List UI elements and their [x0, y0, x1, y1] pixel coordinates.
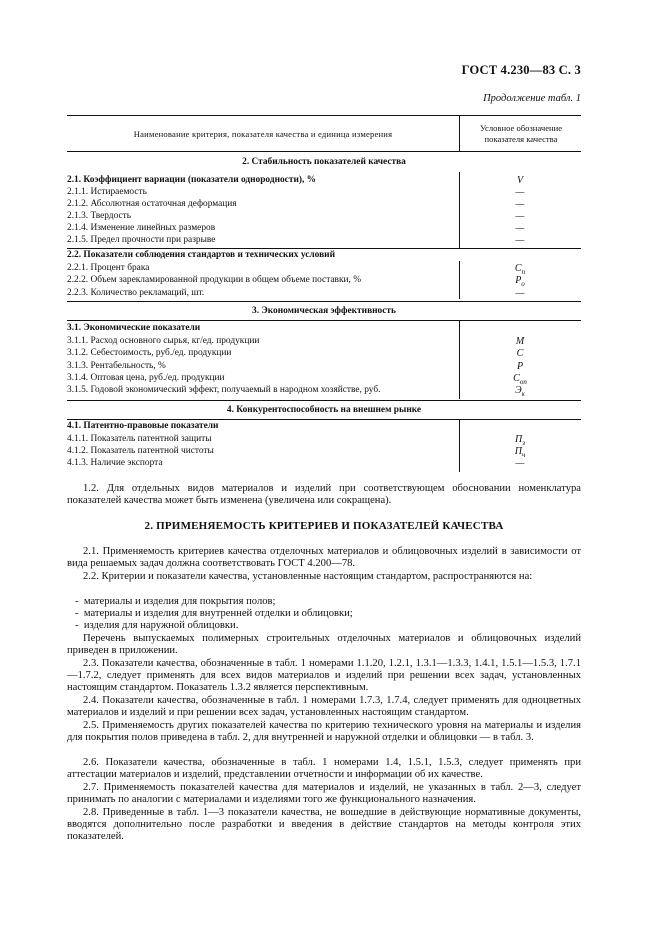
symbol-letter: C [513, 373, 520, 384]
symbol-letter: П [515, 434, 523, 445]
symbol-subscript: к [521, 390, 525, 398]
table-row: 2.1.3. Твердость [67, 211, 132, 221]
paragraph-appendix: Перечень выпускаемых полимерных строительных отделочных материалов и облицовочных изделий приведен в приложении. [67, 633, 581, 657]
symbol-subscript: з [522, 439, 525, 447]
list-item: - изделия для наружной облицовки. [75, 620, 239, 631]
list-item-text: материалы и изделия для внутренней отделки и облицовки; [83, 608, 353, 619]
column-header-symbol [459, 116, 582, 151]
section-title: 3. Экономическая эффективность [252, 306, 396, 316]
section-title: 2. Стабильность показателей качества [242, 157, 406, 167]
symbol-cell [459, 385, 581, 398]
symbol-letter: C [514, 263, 522, 274]
symbol-subscript: ч [521, 451, 526, 459]
symbol-cell: — [515, 235, 525, 246]
section-title: 4. Конкурентоспособность на внешнем рынке [226, 405, 422, 415]
list-item-text: изделия для наружной облицовки. [83, 620, 239, 631]
symbol-cell: — [515, 211, 525, 222]
paragraph-1-2: 1.2. Для отдельных видов материалов и изделий при соответствующем обосновании номенклатура показателей качества может быть изменена (увеличена или сокращена). [67, 483, 581, 507]
symbol-letter: P [515, 275, 522, 286]
row-divider [67, 248, 581, 249]
table-row: 2.2.2. Объем зарекламированной продукции в общем объеме поставки, % [67, 275, 362, 285]
symbol-cell: V [516, 175, 524, 186]
table-row: 2.1.4. Изменение линейных размеров [67, 223, 216, 233]
page-header: ГОСТ 4.230—83 С. 3 [461, 63, 581, 77]
symbol-subscript: о [521, 280, 525, 288]
symbol-cell: P [516, 361, 524, 372]
symbol-cell: C [516, 348, 524, 359]
symbol-cell: — [515, 458, 525, 469]
table-row: 3.1.4. Оптовая цена, руб./ед. продукции [67, 373, 225, 383]
symbol-subscript: оп [519, 378, 527, 386]
table-row: 2.2. Показатели соблюдения стандартов и технических условий [67, 250, 335, 260]
symbol-cell: — [515, 288, 525, 299]
symbol-subscript: п [521, 268, 526, 276]
table-row: 4.1.1. Показатель патентной защиты [67, 434, 212, 444]
symbol-cell: — [515, 187, 525, 198]
paragraph-2-4: 2.4. Показатели качества, обозначенные в табл. 1 номерами 1.7.3, 1.7.4, следует применять для одноцветных материалов и изделий и при решении всех задач, установленных настоящим стандартом. [67, 695, 581, 719]
symbol-cell [459, 275, 581, 288]
table-row: 4.1.2. Показатель патентной чистоты [67, 446, 214, 456]
paragraph-2-2: 2.2. Критерии и показатели качества, установленные настоящим стандартом, распространяются на: [83, 571, 533, 582]
table-row: 3.1.2. Себестоимость, руб./ед. продукции [67, 348, 232, 358]
row-divider [67, 419, 581, 420]
symbol-letter: П [514, 446, 522, 457]
table-row: 3.1.3. Рентабельность, % [67, 361, 166, 371]
paragraph-2-5: 2.5. Применяемость других показателей качества по критерию технического уровня на материалы и изделия для покрытия полов приведена в табл. 2, для внутренней и наружной отделки и облицовки — в табл. 3. [67, 720, 581, 744]
list-item: - материалы и изделия для покрытия полов; [75, 596, 276, 607]
paragraph-2-3: 2.3. Показатели качества, обозначенные в табл. 1 номерами 1.1.20, 1.2.1, 1.3.1—1.3.3, 1.4.1, 1.5.1—1.5.3, 1.7.1—1.7.2, следует применять для всех видов материалов и изделий при решении всех задач, установленных настоящим стандартом. Показатель 1.3.2 является перспективным. [67, 658, 581, 694]
table-row: 2.1.2. Абсолютная остаточная деформация [67, 199, 237, 209]
table-row: 3.1.5. Годовой экономический эффект, получаемый в народном хозяйстве, руб. [67, 385, 381, 395]
section-heading: 2. ПРИМЕНЯЕМОСТЬ КРИТЕРИЕВ И ПОКАЗАТЕЛЕЙ КАЧЕСТВА [144, 520, 504, 532]
paragraph-2-1: 2.1. Применяемость критериев качества отделочных материалов и облицовочных изделий в зависимости от вида решаемых задач должна соответствовать ГОСТ 4.200—78. [67, 546, 581, 570]
column-header-symbol-line2: показателя качества [484, 133, 558, 144]
symbol-cell: M [515, 336, 525, 347]
row-divider [67, 320, 581, 321]
table-row: 2.2.1. Процент брака [67, 263, 150, 273]
paragraph-2-6: 2.6. Показатели качества, обозначенные в табл. 1 номерами 1.4, 1.5.1, 1.5.3, следует применять при аттестации материалов и изделий, представлении отчетности и информации об их качестве. [67, 757, 581, 781]
table-continuation-label: Продолжение табл. 1 [483, 93, 581, 104]
table-row: 2.1.1. Истираемость [67, 187, 147, 197]
symbol-cell: — [515, 199, 525, 210]
table-row: 3.1. Экономические показатели [67, 323, 201, 333]
table-row: 2.2.3. Количество рекламаций, шт. [67, 288, 205, 298]
symbol-cell: — [515, 223, 525, 234]
table-header [67, 115, 581, 152]
table-row: 4.1. Патентно-правовые показатели [67, 421, 219, 431]
column-header-name: Наименование критерия, показателя качества и единица измерения [133, 128, 393, 139]
symbol-letter: Э [515, 385, 522, 396]
list-item-text: материалы и изделия для покрытия полов; [83, 596, 276, 607]
table-row: 2.1.5. Предел прочности при разрыве [67, 235, 216, 245]
list-item: - материалы и изделия для внутренней отделки и облицовки; [75, 608, 353, 619]
paragraph-2-8: 2.8. Приведенные в табл. 1—3 показатели качества, не вошедшие в действующие нормативные документы, вводятся дополнительно после разработки и введения в действие стандартов на методы контроля этих показателей. [67, 807, 581, 843]
table-row: 3.1.1. Расход основного сырья, кг/ед. продукции [67, 336, 260, 346]
table-row: 2.1. Коэффициент вариации (показатели однородности), % [67, 175, 317, 185]
row-divider [67, 400, 581, 401]
table-row: 4.1.3. Наличие экспорта [67, 458, 163, 468]
paragraph-2-7: 2.7. Применяемость показателей качества для материалов и изделий, не указанных в табл. 2—3, следует принимать по аналогии с материалами и изделиями того же функционального назначения. [67, 782, 581, 806]
row-divider [67, 301, 581, 302]
column-header-symbol-line1: Условное обозначение [479, 122, 563, 133]
